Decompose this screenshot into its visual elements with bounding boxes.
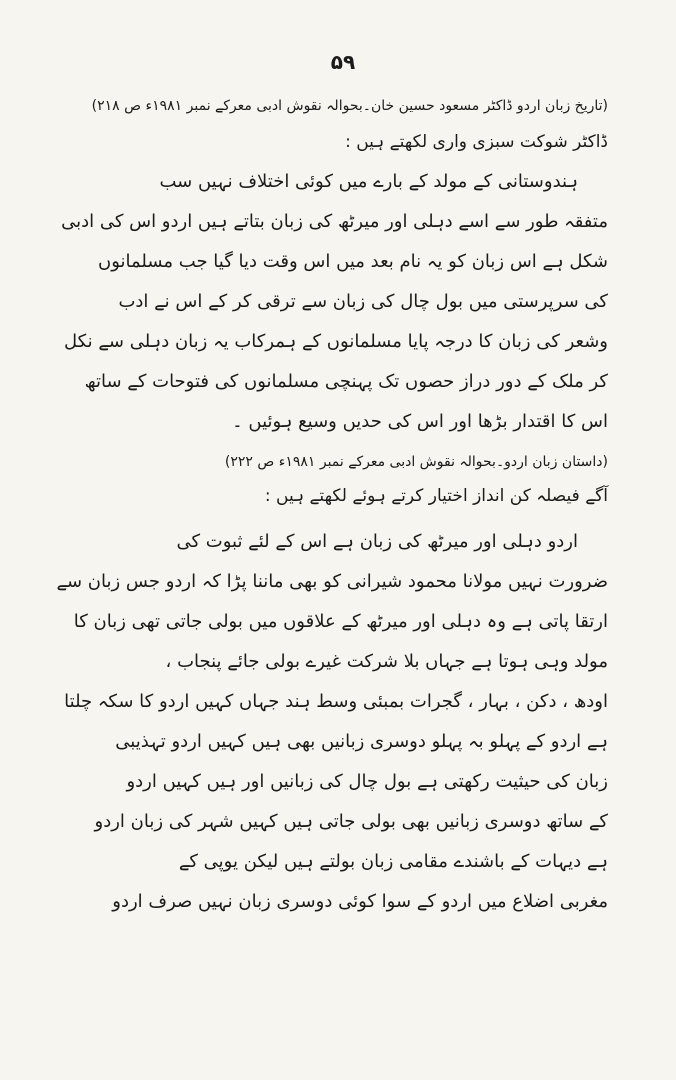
paragraph-line: مولد وہی ہوتا ہے جہاں بلا شرکت غیرے بولی جائے پنجاب ، (165, 651, 608, 672)
paragraph-line: ہے اردو کے پہلو بہ پہلو دوسری زبانیں بھی ہیں کہیں اردو تہذیبی (115, 731, 608, 752)
reference-citation: (داستان زبان اردو۔بحوالہ نقوش ادبی معرکے نمبر ۱۹۸۱ء ص ۲۲۲) (224, 454, 608, 470)
paragraph-line: ہندوستانی کے مولد کے بارے میں کوئی اختلاف نہیں سب (159, 171, 578, 192)
paragraph-line: اودھ ، دکن ، بہار ، گجرات بمبئی وسط ہند جہاں کہیں اردو کا سکہ چلتا (64, 691, 608, 712)
paragraph-line: ارتقا پاتی ہے وہ دہلی اور میرٹھ کے علاقوں میں بولی جاتی تھی زبان کا (73, 611, 608, 632)
reference-citation: (تاریخ زبان اردو ڈاکٹر مسعود حسین خان۔بحوالہ نقوش ادبی معرکے نمبر ۱۹۸۱ء ص ۲۱۸) (91, 98, 608, 114)
quote-intro: ڈاکٹر شوکت سبزی واری لکھتے ہیں : (345, 132, 608, 152)
paragraph-line: زبان کی حیثیت رکھتی ہے بول چال کی زبانیں اور ہیں کہیں اردو (126, 771, 608, 792)
paragraph-line: اردو دہلی اور میرٹھ کی زبان ہے اس کے لئے ثبوت کی (176, 531, 578, 552)
paragraph-line: کے ساتھ دوسری زبانیں بھی بولی جاتی ہیں کہیں شہر کی زبان اردو (94, 811, 608, 832)
paragraph-line: کر ملک کے دور دراز حصوں تک پہنچی مسلمانوں کی فتوحات کے ساتھ (84, 371, 608, 392)
paragraph-line: وشعر کی زبان کا درجہ پایا مسلمانوں کے ہمرکاب یہ زبان دہلی سے نکل (64, 331, 608, 352)
paragraph-line: شکل ہے اس زبان کو یہ نام بعد میں اس وقت دیا گیا جب مسلمانوں (97, 251, 608, 272)
paragraph-line: اس کا اقتدار بڑھا اور اس کی حدیں وسیع ہوئیں ۔ (232, 411, 608, 432)
paragraph-line: ضرورت نہیں مولانا محمود شیرانی کو بھی ماننا پڑا کہ اردو جس زبان سے (56, 571, 608, 592)
paragraph-line: متفقہ طور سے اسے دہلی اور میرٹھ کی زبان بتاتے ہیں اردو اس کی ادبی (61, 211, 608, 232)
page-number: ۵۹ (330, 50, 356, 74)
quote-intro: آگے فیصلہ کن انداز اختیار کرتے ہوئے لکھتے ہیں : (264, 486, 608, 506)
paragraph-line: مغربی اضلاع میں اردو کے سوا کوئی دوسری زبان نہیں صرف اردو (112, 891, 608, 912)
paragraph-line: کی سرپرستی میں بول چال کی زبان سے ترقی کر کے اس نے ادب (118, 291, 608, 312)
paragraph-line: ہے دیہات کے باشندے مقامی زبان بولتے ہیں لیکن یوپی کے (178, 851, 608, 872)
